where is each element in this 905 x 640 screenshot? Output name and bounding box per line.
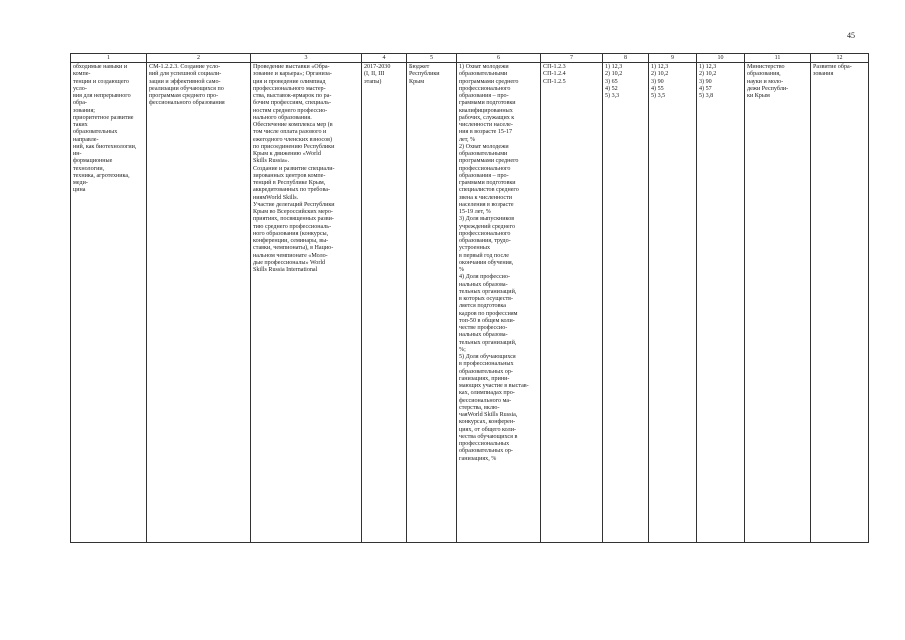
page-number: 45 <box>847 31 855 40</box>
column-header: 3 <box>251 54 362 63</box>
funding-cell: Бюджет Республики Крым <box>407 63 457 543</box>
goal-cell: обходимые навыки и компе- тенции и создающего усло- вия для непрерывного обра- зования; приоритетное развитие таких образовательных направле- ний, как биотехнологии, ин- формационные технологии, техника, агротехника, меди- цина <box>71 63 147 543</box>
task-cell: СМ-1.2.2.3. Создание усло- вий для успешной социали- зации и эффективной само- реализации обучающихся по программам среднего про- фессионального образования <box>147 63 251 543</box>
column-header: 6 <box>457 54 541 63</box>
table-row <box>71 63 869 543</box>
column-header: 5 <box>407 54 457 63</box>
values-stage1-cell: 1) 12,3 2) 10,2 3) 65 4) 52 5) 3,3 <box>603 63 649 543</box>
column-number-row <box>71 54 869 63</box>
period-cell: 2017-2030 (I, II, III этапы) <box>362 63 407 543</box>
column-header: 1 <box>71 54 147 63</box>
codes-cell: СП-1.2.3 СП-1.2.4 СП-1.2.5 <box>541 63 603 543</box>
column-header: 9 <box>649 54 697 63</box>
values-stage2-cell: 1) 12,3 2) 10,2 3) 90 4) 55 5) 3,5 <box>649 63 697 543</box>
column-header: 4 <box>362 54 407 63</box>
values-stage3-cell: 1) 12,3 2) 10,2 3) 90 4) 57 5) 3,8 <box>697 63 745 543</box>
column-header: 12 <box>811 54 869 63</box>
measures-cell: Проведение выставки «Обра- зование и карьера»; Организа- ция и проведение олимпиад профессионального мастер- ства, выставок-ярмарок по ра- бочим профессиям, специаль- ностям среднего профессио- нального образования. Обеспечение комплекса мер (в том числе оплата разового и ежегодного членских взносов) по присоединению Республики Крым к движению «World Skills Russia». Создание и развитие специали- зированных центров компе- тенций в Республике Крым, аккредитованных по требова- ниямWorld Skills. Участие делегаций Республики Крым во Всероссийских меро- приятиях, посвященных разви- тию среднего профессиональ- ного образования (конкурсы, конференции, семинары, вы- ставки, чемпионаты), в Нацио- нальном чемпионате «Моло- дые профессионалы» World Skills Russia International <box>251 63 362 543</box>
column-header: 11 <box>745 54 811 63</box>
column-header: 2 <box>147 54 251 63</box>
program-cell: Развитие обра- зования <box>811 63 869 543</box>
column-header: 7 <box>541 54 603 63</box>
column-header: 10 <box>697 54 745 63</box>
plan-table <box>70 53 869 543</box>
responsible-cell: Министерство образования, науки и моло- дежи Республи- ки Крым <box>745 63 811 543</box>
indicators-cell: 1) Охват молодежи образовательными программами среднего профессионального образования – про- граммами подготовки квалифицированных рабочих, служащих к численности населе- ния в возрасте 15-17 лет, % 2) Охват молодежи образовательными программами среднего профессионального образования – про- граммами подготовки специалистов среднего звена к численности населения в возрасте 15-19 лет, % 3) Доля выпускников учреждений среднего профессионального образования, трудо- устроенных в первый год после окончания обучения, % 4) Доля профессио- нальных образова- тельных организаций, в которых осуществ- ляется подготовка кадров по профессиям топ-50 в общем коли- честве профессио- нальных образова- тельных организаций, %; 5) Доля обучающихся в профессиональных образовательных ор- ганизациях, прини- мающих участие в выстав- ках, олимпиадах про- фессионального ма- стерства, вклю- чаяWorld Skills Russia, конкурсах, конферен- циях, от общего коли- чества обучающихся в профессиональных образовательных ор- ганизациях, % <box>457 63 541 543</box>
column-header: 8 <box>603 54 649 63</box>
